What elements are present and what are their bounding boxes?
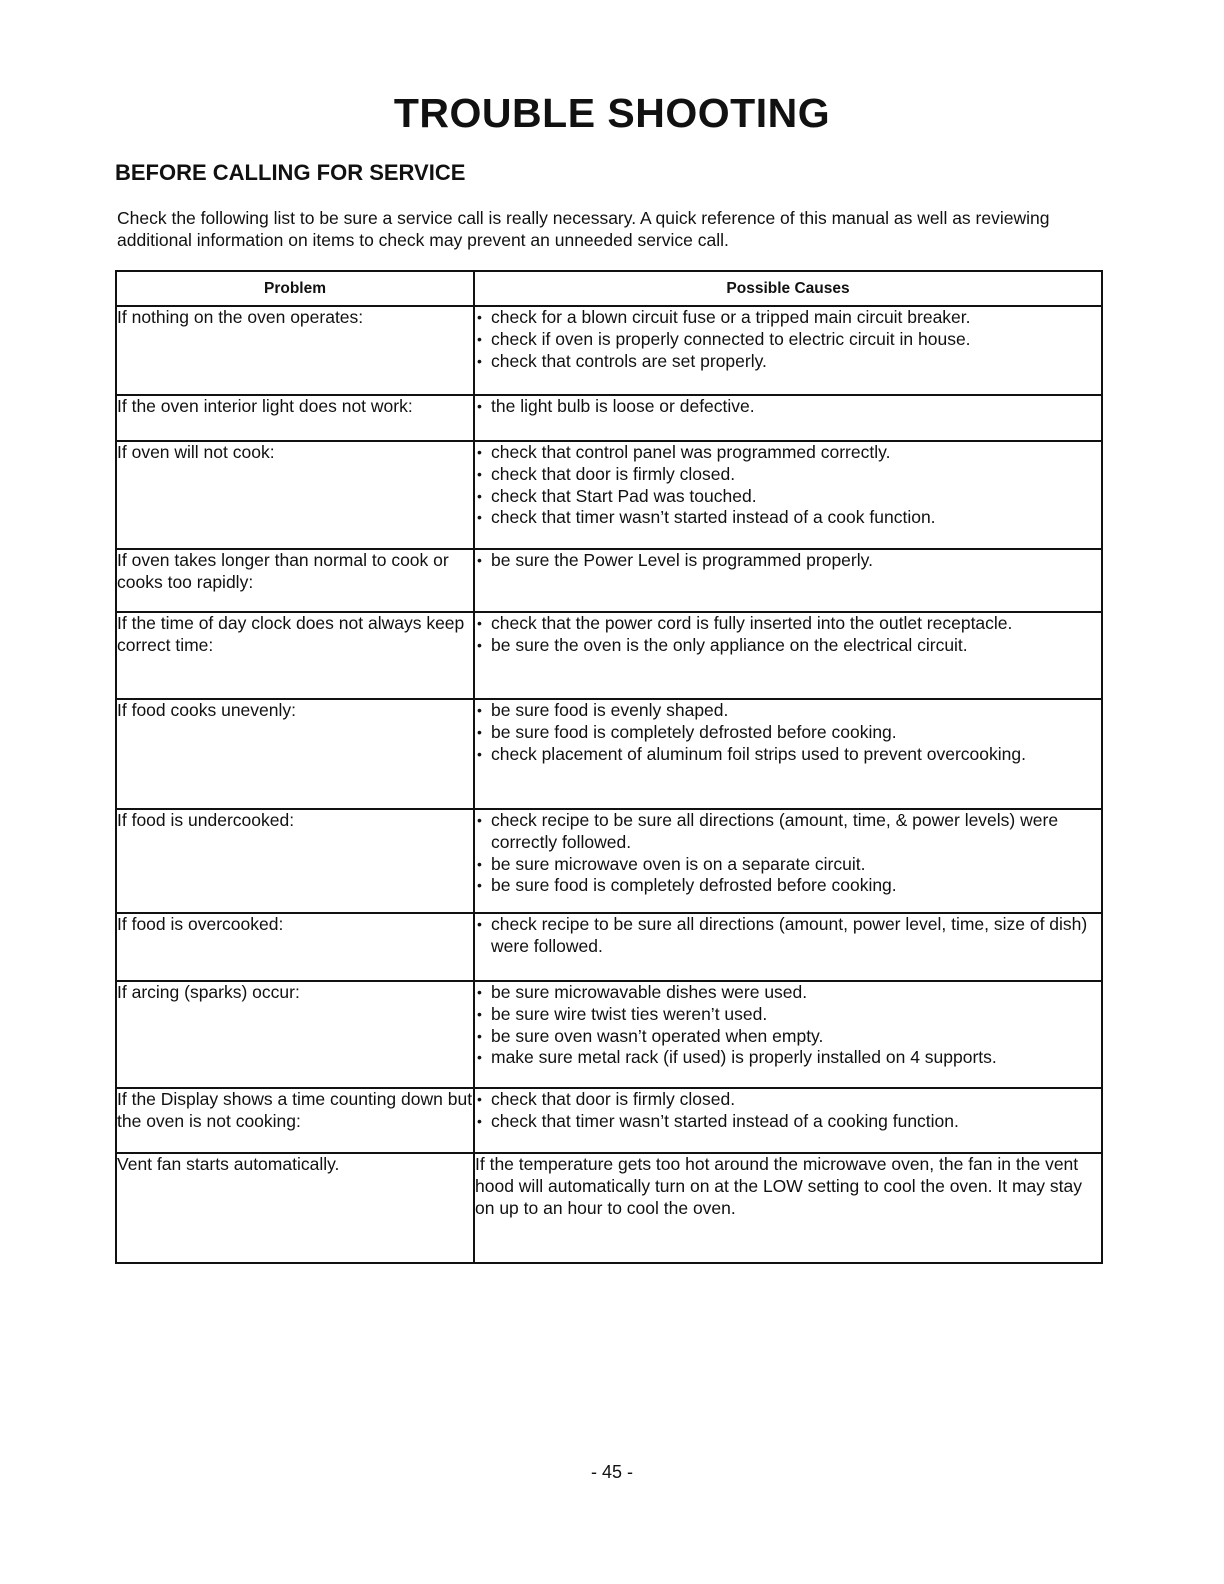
- cause-item: • be sure microwave oven is on a separate circuit.: [475, 854, 1101, 876]
- problem-cell: If food is overcooked:: [116, 913, 474, 981]
- causes-cell: [474, 441, 1102, 549]
- causes-list: [475, 982, 1101, 1069]
- cause-item: • check that control panel was programmed correctly.: [475, 442, 1101, 464]
- cause-item: • check that timer wasn’t started instead of a cook function.: [475, 507, 1101, 529]
- causes-list: [475, 613, 1101, 657]
- explanation-cell: If the temperature gets too hot around the microwave oven, the fan in the vent hood will automatically turn on at the LOW setting to cool the oven. It may stay on up to an hour to cool the oven.: [474, 1153, 1102, 1263]
- causes-cell: [474, 395, 1102, 441]
- cause-item: • check if oven is properly connected to electric circuit in house.: [475, 329, 1101, 351]
- problem-cell: If food is undercooked:: [116, 809, 474, 913]
- table-row: [116, 913, 1102, 981]
- intro-paragraph: Check the following list to be sure a service call is really necessary. A quick reference of this manual as well as reviewing additional information on items to check may prevent an unneeded service call.: [117, 208, 1050, 250]
- cause-item: • be sure wire twist ties weren’t used.: [475, 1004, 1101, 1026]
- cause-item: • be sure oven wasn’t operated when empty.: [475, 1026, 1101, 1048]
- causes-list: [475, 307, 1101, 372]
- cause-item: • check that timer wasn’t started instead of a cooking function.: [475, 1111, 1101, 1133]
- table-row: [116, 699, 1102, 809]
- causes-list: [475, 700, 1101, 765]
- cause-item: • check for a blown circuit fuse or a tripped main circuit breaker.: [475, 307, 1101, 329]
- causes-list: [475, 442, 1101, 529]
- table-row: [116, 395, 1102, 441]
- cause-item: • check that door is firmly closed.: [475, 1089, 1101, 1111]
- cause-item: • be sure food is completely defrosted before cooking.: [475, 722, 1101, 744]
- table-header-row: [116, 271, 1102, 306]
- causes-cell: [474, 1088, 1102, 1153]
- cause-item: • check recipe to be sure all directions (amount, time, & power levels) were correctly followed.: [475, 810, 1101, 854]
- causes-cell: [474, 699, 1102, 809]
- causes-list: [475, 1089, 1101, 1133]
- cause-item: • check placement of aluminum foil strips used to prevent overcooking.: [475, 744, 1101, 766]
- cause-item: • be sure food is evenly shaped.: [475, 700, 1101, 722]
- header-problem: Problem: [116, 271, 474, 306]
- page-title: TROUBLE SHOOTING: [393, 90, 831, 136]
- problem-cell: If the oven interior light does not work:: [116, 395, 474, 441]
- cause-item: • check that door is firmly closed.: [475, 464, 1101, 486]
- causes-cell: [474, 809, 1102, 913]
- cause-item: • check that Start Pad was touched.: [475, 486, 1101, 508]
- page-number: - 45 -: [590, 1462, 633, 1482]
- cause-item: • make sure metal rack (if used) is properly installed on 4 supports.: [475, 1047, 1101, 1069]
- header-possible-causes: Possible Causes: [474, 271, 1102, 306]
- cause-item: • be sure the Power Level is programmed properly.: [475, 550, 1101, 572]
- section-heading: BEFORE CALLING FOR SERVICE: [115, 160, 466, 185]
- cause-item: • the light bulb is loose or defective.: [475, 396, 1101, 418]
- problem-cell: If oven takes longer than normal to cook or cooks too rapidly:: [116, 549, 474, 612]
- problem-cell: If the time of day clock does not always keep correct time:: [116, 612, 474, 699]
- causes-list: [475, 396, 1101, 418]
- table-row: [116, 809, 1102, 913]
- cause-item: • check that the power cord is fully inserted into the outlet receptacle.: [475, 613, 1101, 635]
- causes-cell: [474, 612, 1102, 699]
- problem-cell: If food cooks unevenly:: [116, 699, 474, 809]
- table-row: [116, 306, 1102, 395]
- problem-cell: Vent fan starts automatically.: [116, 1153, 474, 1263]
- causes-list: [475, 550, 1101, 572]
- cause-item: • be sure microwavable dishes were used.: [475, 982, 1101, 1004]
- cause-item: • be sure food is completely defrosted before cooking.: [475, 875, 1101, 897]
- table-row: [116, 612, 1102, 699]
- problem-cell: If arcing (sparks) occur:: [116, 981, 474, 1088]
- problem-cell: If oven will not cook:: [116, 441, 474, 549]
- table-row: [116, 1088, 1102, 1153]
- table-row: [116, 549, 1102, 612]
- causes-list: [475, 810, 1101, 897]
- troubleshooting-table: [115, 270, 1103, 1264]
- cause-item: • check that controls are set properly.: [475, 351, 1101, 373]
- table-row: [116, 981, 1102, 1088]
- causes-cell: [474, 306, 1102, 395]
- problem-cell: If nothing on the oven operates:: [116, 306, 474, 395]
- causes-cell: [474, 549, 1102, 612]
- problem-cell: If the Display shows a time counting down but the oven is not cooking:: [116, 1088, 474, 1153]
- causes-list: [475, 914, 1101, 958]
- table-row: [116, 1153, 1102, 1263]
- causes-cell: [474, 981, 1102, 1088]
- cause-item: • be sure the oven is the only appliance on the electrical circuit.: [475, 635, 1101, 657]
- cause-item: • check recipe to be sure all directions (amount, power level, time, size of dish) were followed.: [475, 914, 1101, 958]
- table-row: [116, 441, 1102, 549]
- causes-cell: [474, 913, 1102, 981]
